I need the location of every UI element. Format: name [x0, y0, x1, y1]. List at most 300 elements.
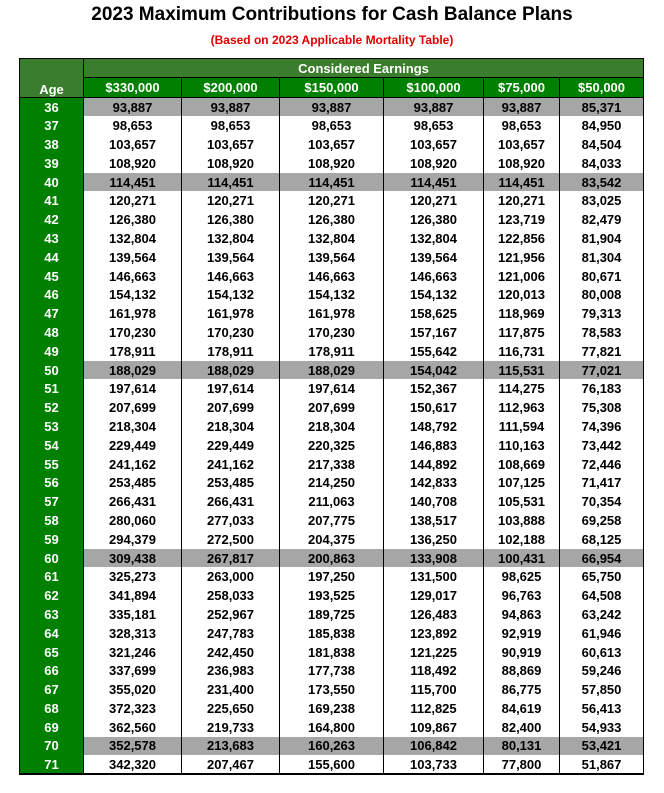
table-row — [20, 586, 644, 605]
table-row — [20, 436, 644, 455]
age-cell: 50 — [20, 361, 84, 380]
contribution-cell: 71,417 — [560, 473, 644, 492]
contribution-cell: 218,304 — [280, 417, 384, 436]
contribution-cell: 132,804 — [182, 229, 280, 248]
contribution-cell: 100,431 — [484, 549, 560, 568]
contribution-cell: 139,564 — [384, 248, 484, 267]
contribution-cell: 114,451 — [84, 173, 182, 192]
contribution-cell: 93,887 — [84, 98, 182, 117]
contribution-cell: 207,699 — [182, 398, 280, 417]
contribution-cell: 105,531 — [484, 492, 560, 511]
contribution-cell: 266,431 — [84, 492, 182, 511]
contribution-cell: 110,163 — [484, 436, 560, 455]
contribution-cell: 188,029 — [84, 361, 182, 380]
table-row — [20, 342, 644, 361]
contribution-cell: 120,271 — [280, 191, 384, 210]
contribution-cell: 337,699 — [84, 661, 182, 680]
contribution-cell: 152,367 — [384, 379, 484, 398]
contribution-cell: 98,625 — [484, 567, 560, 586]
contribution-cell: 328,313 — [84, 624, 182, 643]
table-row — [20, 398, 644, 417]
contribution-cell: 82,479 — [560, 210, 644, 229]
contribution-cell: 78,583 — [560, 323, 644, 342]
contribution-cell: 181,838 — [280, 643, 384, 662]
age-cell: 67 — [20, 680, 84, 699]
table-row — [20, 549, 644, 568]
contribution-cell: 229,449 — [84, 436, 182, 455]
contribution-cell: 193,525 — [280, 586, 384, 605]
contribution-cell: 83,025 — [560, 191, 644, 210]
table-row — [20, 285, 644, 304]
contribution-cell: 121,956 — [484, 248, 560, 267]
contribution-cell: 75,308 — [560, 398, 644, 417]
contribution-cell: 84,619 — [484, 699, 560, 718]
contribution-cell: 108,920 — [182, 154, 280, 173]
contribution-cell: 126,380 — [84, 210, 182, 229]
age-cell: 66 — [20, 661, 84, 680]
contribution-cell: 355,020 — [84, 680, 182, 699]
age-cell: 59 — [20, 530, 84, 549]
contribution-cell: 96,763 — [484, 586, 560, 605]
contribution-cell: 120,013 — [484, 285, 560, 304]
contribution-cell: 94,863 — [484, 605, 560, 624]
contribution-cell: 241,162 — [182, 455, 280, 474]
page-title: 2023 Maximum Contributions for Cash Balance Plans — [91, 4, 573, 25]
age-cell: 45 — [20, 267, 84, 286]
contribution-cell: 103,657 — [182, 135, 280, 154]
contribution-cell: 114,451 — [182, 173, 280, 192]
contribution-cell: 108,920 — [84, 154, 182, 173]
contribution-cell: 139,564 — [280, 248, 384, 267]
age-cell: 68 — [20, 699, 84, 718]
contribution-cell: 154,042 — [384, 361, 484, 380]
age-cell: 40 — [20, 173, 84, 192]
contribution-cell: 118,969 — [484, 304, 560, 323]
table-row — [20, 530, 644, 549]
table-row — [20, 379, 644, 398]
age-cell: 52 — [20, 398, 84, 417]
contribution-cell: 197,614 — [182, 379, 280, 398]
contribution-cell: 88,869 — [484, 661, 560, 680]
age-header: Age — [20, 59, 84, 98]
contribution-cell: 73,442 — [560, 436, 644, 455]
age-cell: 58 — [20, 511, 84, 530]
contributions-table — [19, 58, 644, 775]
contribution-cell: 266,431 — [182, 492, 280, 511]
table-row — [20, 643, 644, 662]
contribution-cell: 218,304 — [84, 417, 182, 436]
age-cell: 43 — [20, 229, 84, 248]
contribution-cell: 189,725 — [280, 605, 384, 624]
contribution-cell: 214,250 — [280, 473, 384, 492]
contribution-cell: 294,379 — [84, 530, 182, 549]
contribution-cell: 185,838 — [280, 624, 384, 643]
contribution-cell: 98,653 — [384, 116, 484, 135]
contribution-cell: 207,699 — [84, 398, 182, 417]
contribution-cell: 197,614 — [280, 379, 384, 398]
age-cell: 60 — [20, 549, 84, 568]
table-row — [20, 755, 644, 774]
contribution-cell: 115,531 — [484, 361, 560, 380]
contribution-cell: 107,125 — [484, 473, 560, 492]
contribution-cell: 126,483 — [384, 605, 484, 624]
contribution-cell: 321,246 — [84, 643, 182, 662]
contribution-cell: 140,708 — [384, 492, 484, 511]
contribution-cell: 146,883 — [384, 436, 484, 455]
age-cell: 57 — [20, 492, 84, 511]
contribution-cell: 146,663 — [182, 267, 280, 286]
contribution-cell: 217,338 — [280, 455, 384, 474]
contribution-cell: 93,887 — [280, 98, 384, 117]
contribution-cell: 123,719 — [484, 210, 560, 229]
table-row — [20, 605, 644, 624]
contribution-cell: 98,653 — [84, 116, 182, 135]
contribution-cell: 79,313 — [560, 304, 644, 323]
contribution-cell: 108,669 — [484, 455, 560, 474]
contribution-cell: 77,800 — [484, 755, 560, 774]
table-row — [20, 173, 644, 192]
contribution-cell: 82,400 — [484, 718, 560, 737]
table-row — [20, 191, 644, 210]
contribution-cell: 121,225 — [384, 643, 484, 662]
contribution-cell: 139,564 — [182, 248, 280, 267]
contribution-cell: 80,131 — [484, 737, 560, 756]
contribution-cell: 77,021 — [560, 361, 644, 380]
contribution-cell: 114,451 — [484, 173, 560, 192]
table-row — [20, 473, 644, 492]
contribution-cell: 242,450 — [182, 643, 280, 662]
contribution-cell: 136,250 — [384, 530, 484, 549]
contribution-cell: 84,033 — [560, 154, 644, 173]
contribution-cell: 253,485 — [182, 473, 280, 492]
age-cell: 37 — [20, 116, 84, 135]
contribution-cell: 277,033 — [182, 511, 280, 530]
contribution-cell: 111,594 — [484, 417, 560, 436]
contribution-cell: 92,919 — [484, 624, 560, 643]
table-row — [20, 248, 644, 267]
age-cell: 55 — [20, 455, 84, 474]
column-header: $100,000 — [384, 78, 484, 98]
contribution-cell: 69,258 — [560, 511, 644, 530]
contribution-cell: 103,888 — [484, 511, 560, 530]
age-cell: 56 — [20, 473, 84, 492]
contribution-cell: 229,449 — [182, 436, 280, 455]
contribution-cell: 258,033 — [182, 586, 280, 605]
age-cell: 62 — [20, 586, 84, 605]
table-row — [20, 718, 644, 737]
age-cell: 70 — [20, 737, 84, 756]
contribution-cell: 59,246 — [560, 661, 644, 680]
age-cell: 63 — [20, 605, 84, 624]
contribution-cell: 341,894 — [84, 586, 182, 605]
contribution-cell: 158,625 — [384, 304, 484, 323]
considered-earnings-header: Considered Earnings — [84, 59, 644, 78]
contribution-cell: 66,954 — [560, 549, 644, 568]
contribution-cell: 83,542 — [560, 173, 644, 192]
contribution-cell: 98,653 — [484, 116, 560, 135]
contribution-cell: 161,978 — [182, 304, 280, 323]
contribution-cell: 76,183 — [560, 379, 644, 398]
contribution-cell: 115,700 — [384, 680, 484, 699]
table-row — [20, 624, 644, 643]
column-header: $75,000 — [484, 78, 560, 98]
contribution-cell: 103,657 — [384, 135, 484, 154]
age-cell: 65 — [20, 643, 84, 662]
contribution-cell: 74,396 — [560, 417, 644, 436]
contribution-cell: 154,132 — [384, 285, 484, 304]
contribution-cell: 169,238 — [280, 699, 384, 718]
contribution-cell: 170,230 — [182, 323, 280, 342]
table-row — [20, 417, 644, 436]
age-cell: 38 — [20, 135, 84, 154]
contribution-cell: 144,892 — [384, 455, 484, 474]
contribution-cell: 280,060 — [84, 511, 182, 530]
contribution-cell: 132,804 — [280, 229, 384, 248]
age-cell: 46 — [20, 285, 84, 304]
table-row — [20, 267, 644, 286]
contribution-cell: 148,792 — [384, 417, 484, 436]
contribution-cell: 61,946 — [560, 624, 644, 643]
contribution-cell: 146,663 — [384, 267, 484, 286]
contribution-cell: 263,000 — [182, 567, 280, 586]
contribution-cell: 160,263 — [280, 737, 384, 756]
table-row — [20, 154, 644, 173]
contribution-cell: 114,451 — [384, 173, 484, 192]
contribution-cell: 197,250 — [280, 567, 384, 586]
contribution-cell: 56,413 — [560, 699, 644, 718]
age-cell: 69 — [20, 718, 84, 737]
contribution-cell: 85,371 — [560, 98, 644, 117]
contribution-cell: 211,063 — [280, 492, 384, 511]
contribution-cell: 132,804 — [384, 229, 484, 248]
age-cell: 53 — [20, 417, 84, 436]
contribution-cell: 108,920 — [384, 154, 484, 173]
age-cell: 44 — [20, 248, 84, 267]
contribution-cell: 80,008 — [560, 285, 644, 304]
column-header: $330,000 — [84, 78, 182, 98]
contribution-cell: 142,833 — [384, 473, 484, 492]
contribution-cell: 112,963 — [484, 398, 560, 417]
contribution-cell: 154,132 — [182, 285, 280, 304]
contribution-cell: 267,817 — [182, 549, 280, 568]
contribution-cell: 164,800 — [280, 718, 384, 737]
age-cell: 42 — [20, 210, 84, 229]
contribution-cell: 51,867 — [560, 755, 644, 774]
table-row — [20, 737, 644, 756]
age-cell: 41 — [20, 191, 84, 210]
contribution-cell: 309,438 — [84, 549, 182, 568]
age-cell: 64 — [20, 624, 84, 643]
contribution-cell: 65,750 — [560, 567, 644, 586]
contribution-cell: 68,125 — [560, 530, 644, 549]
contribution-cell: 133,908 — [384, 549, 484, 568]
contribution-cell: 57,850 — [560, 680, 644, 699]
contribution-cell: 146,663 — [84, 267, 182, 286]
contribution-cell: 90,919 — [484, 643, 560, 662]
contribution-cell: 325,273 — [84, 567, 182, 586]
contribution-cell: 155,642 — [384, 342, 484, 361]
contribution-cell: 102,188 — [484, 530, 560, 549]
contribution-cell: 352,578 — [84, 737, 182, 756]
contribution-cell: 372,323 — [84, 699, 182, 718]
contribution-cell: 126,380 — [384, 210, 484, 229]
age-cell: 61 — [20, 567, 84, 586]
contribution-cell: 120,271 — [484, 191, 560, 210]
column-header: $150,000 — [280, 78, 384, 98]
contribution-cell: 241,162 — [84, 455, 182, 474]
contribution-cell: 173,550 — [280, 680, 384, 699]
contribution-cell: 129,017 — [384, 586, 484, 605]
contribution-cell: 154,132 — [84, 285, 182, 304]
table-row — [20, 661, 644, 680]
table-row — [20, 304, 644, 323]
age-cell: 48 — [20, 323, 84, 342]
column-header: $50,000 — [560, 78, 644, 98]
contribution-cell: 54,933 — [560, 718, 644, 737]
contribution-cell: 72,446 — [560, 455, 644, 474]
table-row — [20, 511, 644, 530]
table-row — [20, 455, 644, 474]
contribution-cell: 178,911 — [182, 342, 280, 361]
contribution-cell: 70,354 — [560, 492, 644, 511]
table-row — [20, 229, 644, 248]
contribution-cell: 204,375 — [280, 530, 384, 549]
table-row — [20, 98, 644, 117]
contribution-cell: 60,613 — [560, 643, 644, 662]
contribution-cell: 77,821 — [560, 342, 644, 361]
contribution-cell: 157,167 — [384, 323, 484, 342]
contribution-cell: 154,132 — [280, 285, 384, 304]
contribution-cell: 272,500 — [182, 530, 280, 549]
contribution-cell: 170,230 — [280, 323, 384, 342]
contribution-cell: 207,467 — [182, 755, 280, 774]
contribution-cell: 81,904 — [560, 229, 644, 248]
contribution-cell: 122,856 — [484, 229, 560, 248]
age-cell: 71 — [20, 755, 84, 774]
contribution-cell: 213,683 — [182, 737, 280, 756]
table-row — [20, 135, 644, 154]
contribution-cell: 138,517 — [384, 511, 484, 530]
contribution-cell: 132,804 — [84, 229, 182, 248]
contribution-cell: 93,887 — [384, 98, 484, 117]
contribution-cell: 170,230 — [84, 323, 182, 342]
table-row — [20, 680, 644, 699]
contribution-cell: 220,325 — [280, 436, 384, 455]
contribution-cell: 253,485 — [84, 473, 182, 492]
contribution-cell: 121,006 — [484, 267, 560, 286]
contribution-cell: 362,560 — [84, 718, 182, 737]
contribution-cell: 150,617 — [384, 398, 484, 417]
contribution-cell: 84,950 — [560, 116, 644, 135]
contribution-cell: 86,775 — [484, 680, 560, 699]
contribution-cell: 103,657 — [84, 135, 182, 154]
contribution-cell: 108,920 — [280, 154, 384, 173]
contribution-cell: 93,887 — [484, 98, 560, 117]
contribution-cell: 93,887 — [182, 98, 280, 117]
contribution-cell: 98,653 — [182, 116, 280, 135]
contribution-cell: 126,380 — [182, 210, 280, 229]
contribution-cell: 114,275 — [484, 379, 560, 398]
contribution-cell: 161,978 — [84, 304, 182, 323]
contribution-cell: 219,733 — [182, 718, 280, 737]
contribution-cell: 197,614 — [84, 379, 182, 398]
contribution-cell: 63,242 — [560, 605, 644, 624]
table-row — [20, 210, 644, 229]
contribution-cell: 98,653 — [280, 116, 384, 135]
age-cell: 54 — [20, 436, 84, 455]
contribution-cell: 80,671 — [560, 267, 644, 286]
contribution-cell: 112,825 — [384, 699, 484, 718]
age-cell: 51 — [20, 379, 84, 398]
contribution-cell: 118,492 — [384, 661, 484, 680]
contribution-cell: 177,738 — [280, 661, 384, 680]
contribution-cell: 161,978 — [280, 304, 384, 323]
contribution-cell: 247,783 — [182, 624, 280, 643]
table-row — [20, 323, 644, 342]
contribution-cell: 120,271 — [84, 191, 182, 210]
table-row — [20, 361, 644, 380]
table-row — [20, 699, 644, 718]
table-row — [20, 116, 644, 135]
contribution-cell: 109,867 — [384, 718, 484, 737]
contribution-cell: 139,564 — [84, 248, 182, 267]
contribution-cell: 116,731 — [484, 342, 560, 361]
table-row — [20, 492, 644, 511]
contribution-cell: 218,304 — [182, 417, 280, 436]
page-subtitle: (Based on 2023 Applicable Mortality Table) — [210, 33, 454, 47]
contribution-cell: 335,181 — [84, 605, 182, 624]
contribution-cell: 188,029 — [280, 361, 384, 380]
contribution-cell: 53,421 — [560, 737, 644, 756]
contribution-cell: 231,400 — [182, 680, 280, 699]
contribution-cell: 252,967 — [182, 605, 280, 624]
contribution-cell: 207,775 — [280, 511, 384, 530]
contribution-cell: 188,029 — [182, 361, 280, 380]
contribution-cell: 126,380 — [280, 210, 384, 229]
contribution-cell: 131,500 — [384, 567, 484, 586]
contribution-cell: 120,271 — [182, 191, 280, 210]
contribution-cell: 155,600 — [280, 755, 384, 774]
contribution-cell: 207,699 — [280, 398, 384, 417]
contribution-cell: 108,920 — [484, 154, 560, 173]
contribution-cell: 84,504 — [560, 135, 644, 154]
contribution-cell: 200,863 — [280, 549, 384, 568]
contribution-cell: 178,911 — [280, 342, 384, 361]
table-body — [20, 98, 644, 775]
contribution-cell: 103,657 — [484, 135, 560, 154]
contribution-cell: 81,304 — [560, 248, 644, 267]
contribution-cell: 114,451 — [280, 173, 384, 192]
contribution-cell: 103,657 — [280, 135, 384, 154]
contribution-cell: 120,271 — [384, 191, 484, 210]
contribution-cell: 117,875 — [484, 323, 560, 342]
age-cell: 36 — [20, 98, 84, 117]
contribution-cell: 178,911 — [84, 342, 182, 361]
table-row — [20, 567, 644, 586]
contribution-cell: 123,892 — [384, 624, 484, 643]
contribution-cell: 146,663 — [280, 267, 384, 286]
contribution-cell: 103,733 — [384, 755, 484, 774]
age-cell: 47 — [20, 304, 84, 323]
contribution-cell: 106,842 — [384, 737, 484, 756]
contribution-cell: 236,983 — [182, 661, 280, 680]
column-header: $200,000 — [182, 78, 280, 98]
contribution-cell: 64,508 — [560, 586, 644, 605]
contribution-cell: 342,320 — [84, 755, 182, 774]
age-cell: 49 — [20, 342, 84, 361]
age-cell: 39 — [20, 154, 84, 173]
contribution-cell: 225,650 — [182, 699, 280, 718]
